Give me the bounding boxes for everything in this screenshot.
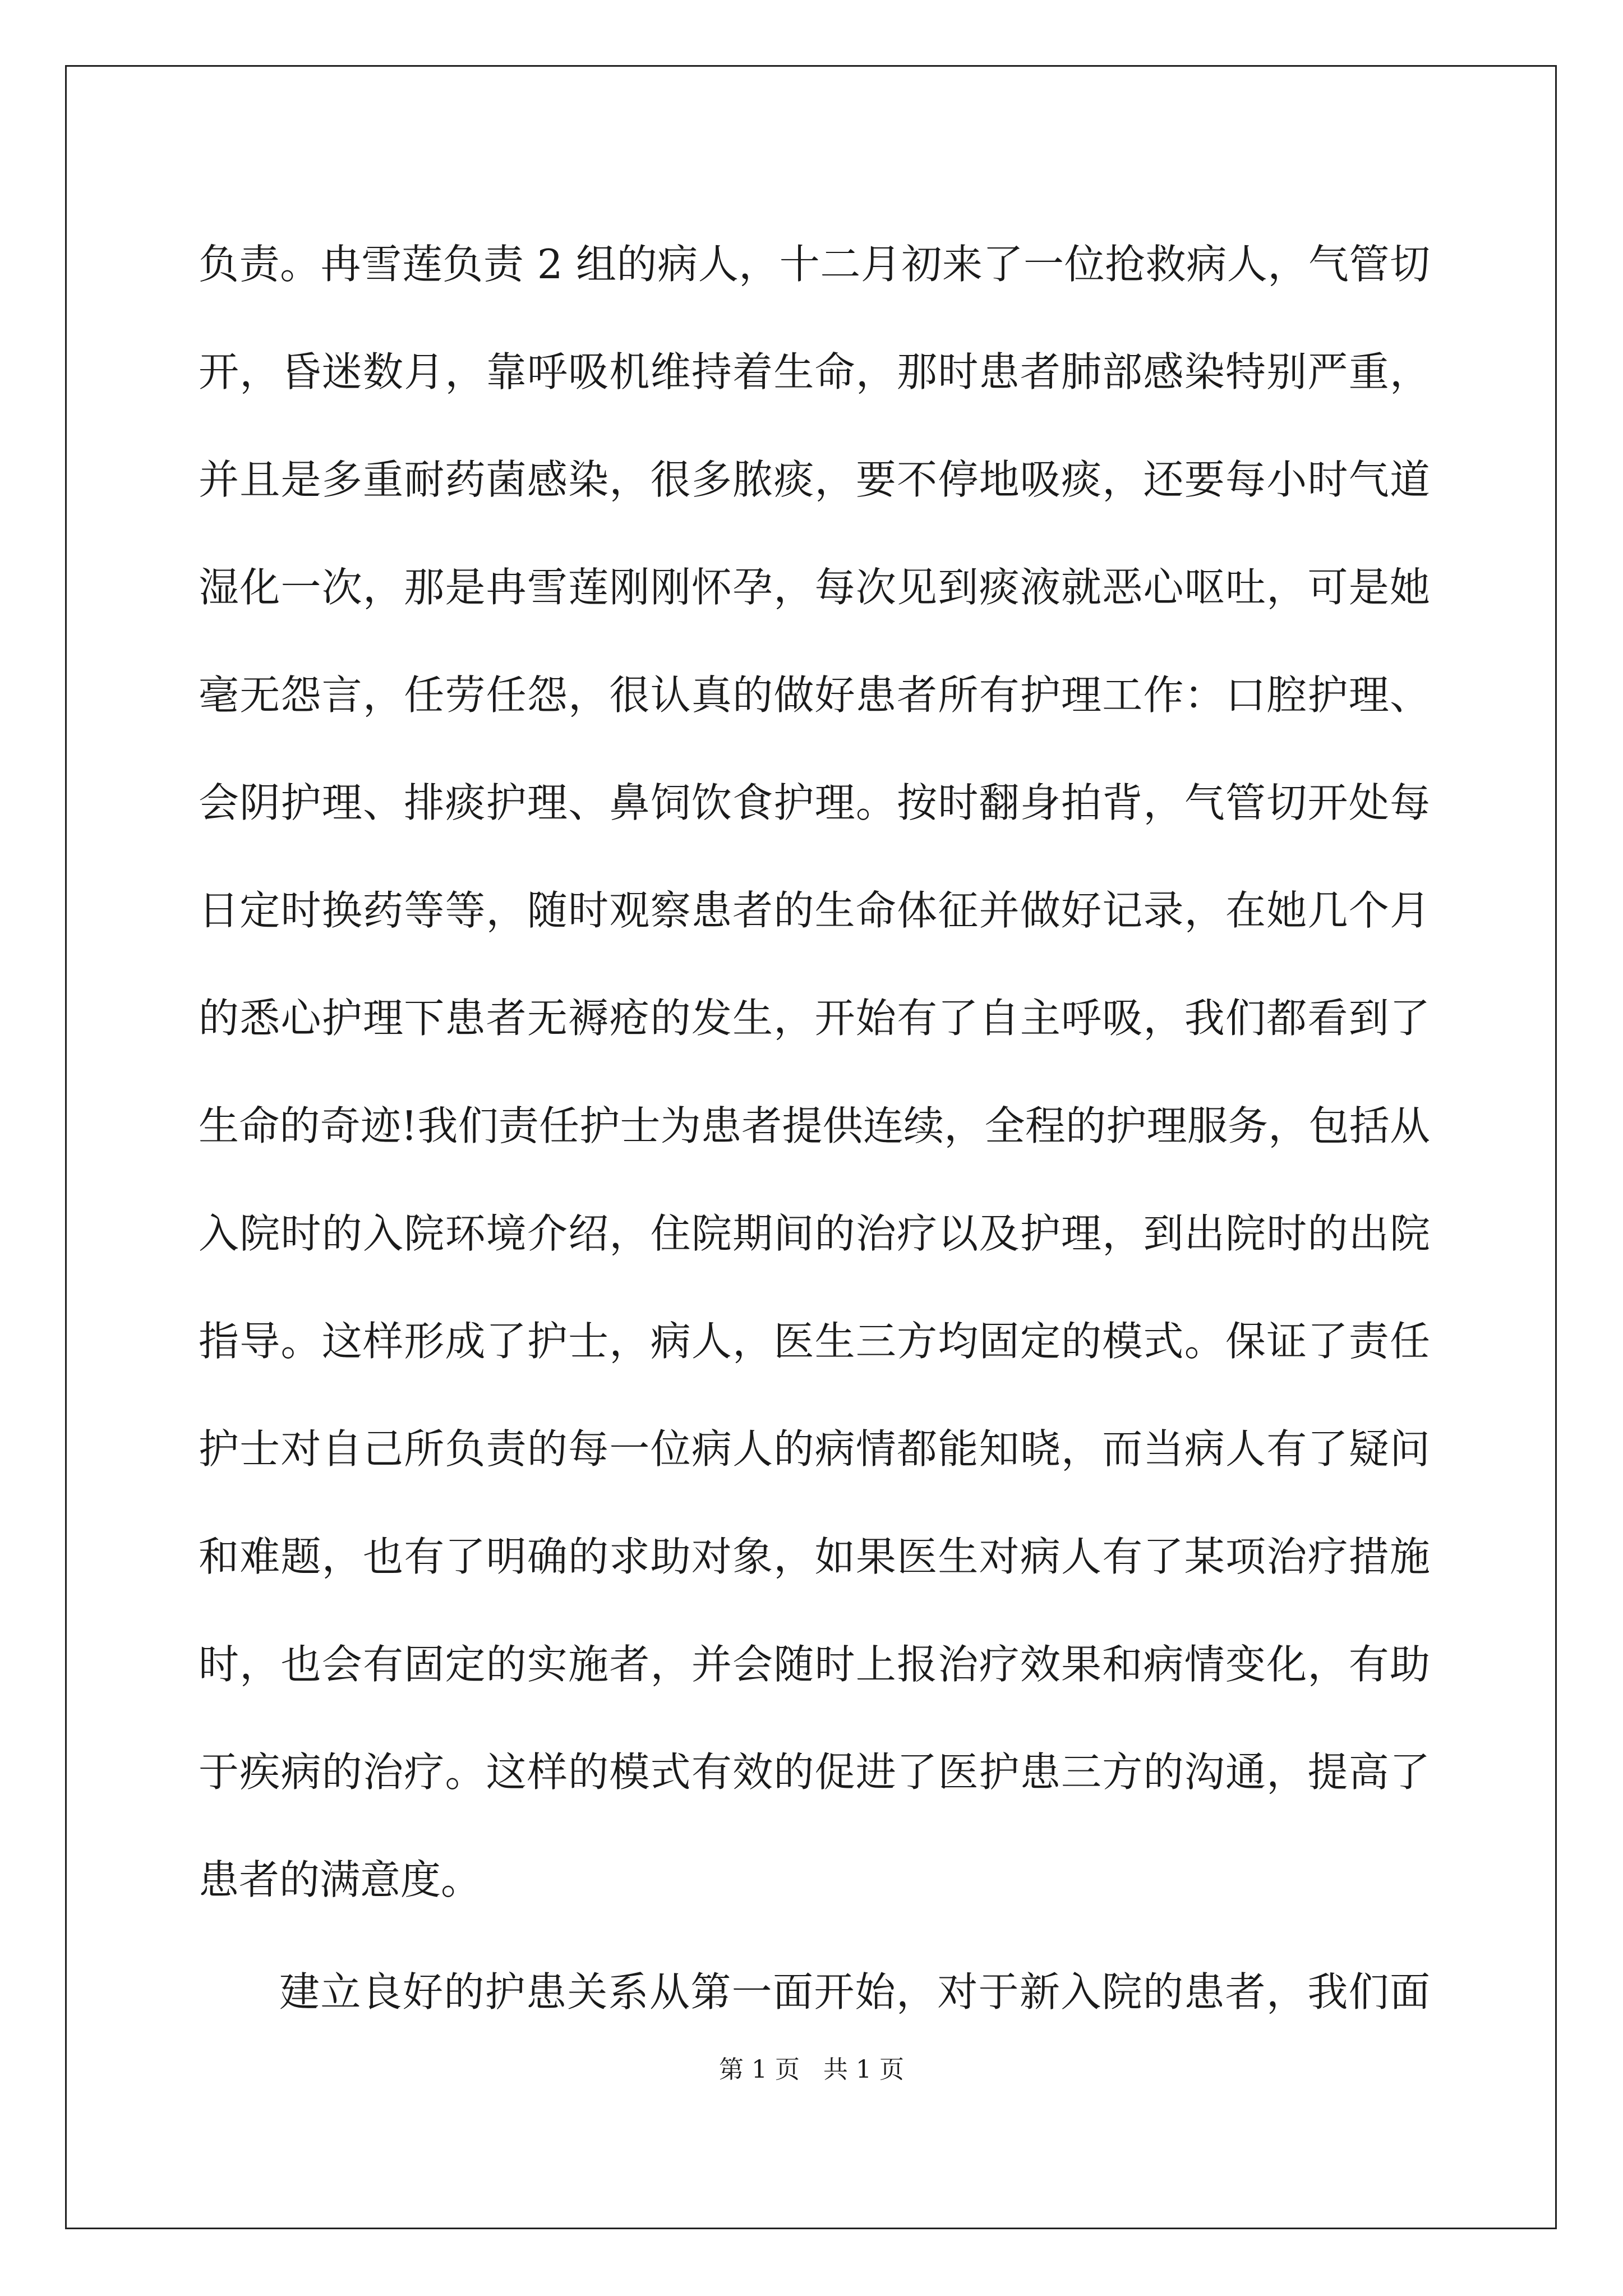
document-body [199, 210, 1430, 2046]
paragraph-1-line-4: 湿化一次，那是冉雪莲刚刚怀孕，每次见到痰液就恶心呕吐，可是她 [199, 564, 1430, 611]
paragraph-1-line-1: 负责。冉雪莲负责 2 组的病人，十二月初来了一位抢救病人，气管切 [199, 241, 1430, 288]
paragraph-1-line-10: 入院时的入院环境介绍，住院期间的治疗以及护理，到出院时的出院 [199, 1210, 1430, 1257]
paragraph-1-line-5: 毫无怨言，任劳任怨，很认真的做好患者所有护理工作：口腔护理、 [199, 671, 1430, 719]
paragraph-1-line-12: 护士对自己所负责的每一位病人的病情都能知晓，而当病人有了疑问 [199, 1425, 1430, 1473]
paragraph-1-line-2: 开，昏迷数月，靠呼吸机维持着生命，那时患者肺部感染特别严重， [199, 348, 1430, 395]
paragraph-gap [199, 1934, 1430, 1938]
paragraph-1-line-8: 的悉心护理下患者无褥疮的发生，开始有了自主呼吸，我们都看到了 [199, 995, 1430, 1042]
paragraph-1-line-15: 于疾病的治疗。这样的模式有效的促进了医护患三方的沟通，提高了 [199, 1749, 1430, 1796]
paragraph-1-line-7: 日定时换药等等，随时观察患者的生命体征并做好记录，在她几个月 [199, 887, 1430, 934]
page-footer: 第 1 页 共 1 页 [719, 2055, 904, 2084]
paragraph-1-line-6: 会阴护理、排痰护理、鼻饲饮食护理。按时翻身拍背，气管切开处每 [199, 779, 1430, 826]
paragraph-2-line-1: 建立良好的护患关系从第一面开始，对于新入院的患者，我们面 [279, 1968, 1430, 2016]
paragraph-1-line-3: 并且是多重耐药菌感染，很多脓痰，要不停地吸痰，还要每小时气道 [199, 456, 1430, 503]
paragraph-1-line-16: 患者的满意度。 [199, 1856, 482, 1903]
paragraph-1-line-13: 和难题，也有了明确的求助对象，如果医生对病人有了某项治疗措施 [199, 1533, 1430, 1580]
paragraph-1-line-11: 指导。这样形成了护士，病人，医生三方均固定的模式。保证了责任 [199, 1318, 1430, 1365]
paragraph-1-line-14: 时，也会有固定的实施者，并会随时上报治疗效果和病情变化，有助 [199, 1641, 1430, 1688]
paragraph-1-line-9: 生命的奇迹!我们责任护士为患者提供连续，全程的护理服务，包括从 [199, 1102, 1430, 1149]
